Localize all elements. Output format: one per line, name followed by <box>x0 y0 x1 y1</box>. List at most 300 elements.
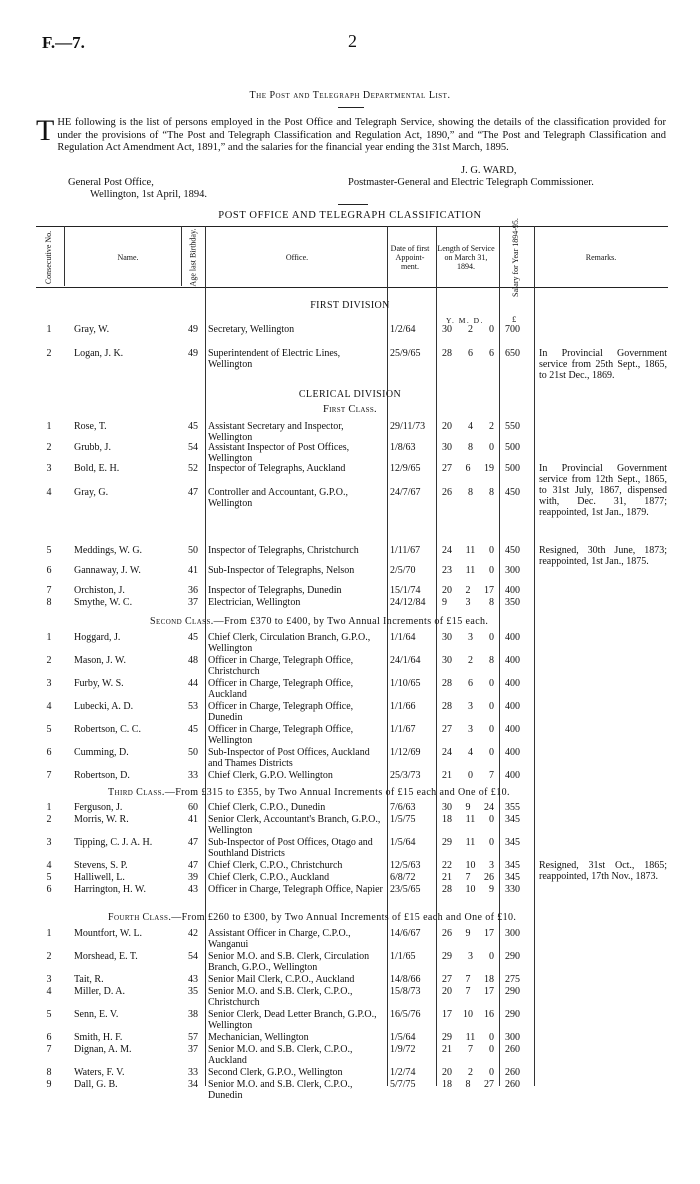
row-salary: 450 <box>505 545 520 556</box>
row-length-y: 28 <box>442 678 452 689</box>
row-number: 1 <box>46 802 52 813</box>
row-date: 24/12/84 <box>390 597 426 608</box>
row-salary: 355 <box>505 802 520 813</box>
row-number: 3 <box>46 837 52 848</box>
row-date: 1/2/74 <box>390 1067 416 1078</box>
section-first-class: First Class. <box>323 404 377 415</box>
signatory-title: Postmaster-General and Electric Telegraph Commissioner. <box>348 177 594 188</box>
row-length-y: 9 <box>442 597 447 608</box>
row-length-y: 18 <box>442 814 452 825</box>
row-length-y: 17 <box>442 1009 452 1020</box>
row-length-m: 0 <box>468 770 473 781</box>
row-length-y: 30 <box>442 655 452 666</box>
row-date: 2/5/70 <box>390 565 416 576</box>
row-name: Orchiston, J. <box>74 585 125 596</box>
row-date: 1/12/69 <box>390 747 421 758</box>
header-age: Age last Birthday. <box>188 228 198 286</box>
row-length-y: 20 <box>442 1067 452 1078</box>
row-length <box>442 951 494 962</box>
row-office: Sub-Inspector of Telegraphs, Nelson <box>208 565 355 576</box>
row-age: 47 <box>188 837 198 848</box>
row-age: 53 <box>188 701 198 712</box>
section-second-class <box>150 616 690 627</box>
row-length-y: 20 <box>442 986 452 997</box>
classification-title: POST OFFICE AND TELEGRAPH CLASSIFICATION <box>218 210 482 221</box>
row-length-d: 24 <box>484 802 494 813</box>
row-date: 23/5/65 <box>390 884 421 895</box>
row-length-y: 24 <box>442 747 452 758</box>
row-number: 2 <box>46 348 52 359</box>
row-number: 5 <box>46 872 52 883</box>
row-name: Furby, W. S. <box>74 678 124 689</box>
row-name: Gannaway, J. W. <box>74 565 141 576</box>
row-length-m: 8 <box>468 442 473 453</box>
row-office: Chief Clerk, C.P.O., Christchurch <box>208 860 343 871</box>
row-length-y: 28 <box>442 348 452 359</box>
row-name: Dall, G. B. <box>74 1079 118 1090</box>
row-date: 12/9/65 <box>390 463 421 474</box>
row-number: 2 <box>46 442 52 453</box>
row-date: 1/5/64 <box>390 1032 416 1043</box>
row-length-m: 9 <box>465 802 471 813</box>
row-length <box>442 565 494 576</box>
row-number: 4 <box>46 701 52 712</box>
row-age: 50 <box>188 545 198 556</box>
row-date: 12/5/63 <box>390 860 421 871</box>
row-length-m: 2 <box>468 324 473 335</box>
row-salary: 700 <box>505 324 520 335</box>
row-number: 3 <box>46 463 52 474</box>
row-length-m: 2 <box>468 1067 473 1078</box>
row-date: 1/5/75 <box>390 814 416 825</box>
row-office: Controller and Accountant, G.P.O., Wellington <box>208 487 348 509</box>
row-age: 57 <box>188 1032 198 1043</box>
row-length <box>442 545 494 556</box>
row-office: Senior Mail Clerk, C.P.O., Auckland <box>208 974 355 985</box>
row-length-y: 22 <box>442 860 452 871</box>
row-age: 49 <box>188 324 198 335</box>
row-length <box>442 701 494 712</box>
row-length-d: 17 <box>484 986 494 997</box>
row-date: 1/1/66 <box>390 701 416 712</box>
header-no: Consecutive No. <box>44 230 54 284</box>
row-salary: 300 <box>505 565 520 576</box>
row-length-d: 3 <box>489 860 494 871</box>
row-length-d: 0 <box>488 837 494 848</box>
header-salary: Salary for Year 1894-95. <box>510 217 520 297</box>
signatory-name: J. G. WARD, <box>461 165 517 176</box>
row-length <box>442 463 494 474</box>
row-office: Officer in Charge, Telegraph Office, Dunedin <box>208 701 354 723</box>
second-class-rule: —From £370 to £400, by Two Annual Increments of £15 each. <box>213 616 489 627</box>
row-number: 1 <box>46 928 52 939</box>
row-length-d: 27 <box>484 1079 494 1090</box>
row-name: Ferguson, J. <box>74 802 123 813</box>
place-line-1: General Post Office, <box>68 177 154 188</box>
row-length-d: 8 <box>489 655 494 666</box>
units-pound: £ <box>512 314 517 324</box>
row-length <box>442 324 494 335</box>
row-number: 1 <box>46 421 52 432</box>
row-age: 48 <box>188 655 198 666</box>
row-name: Harrington, H. W. <box>74 884 146 895</box>
row-age: 44 <box>188 678 198 689</box>
row-office: Officer in Charge, Telegraph Office, Wellington <box>208 724 354 746</box>
row-date: 5/7/75 <box>390 1079 416 1090</box>
row-length-y: 30 <box>442 632 452 643</box>
row-date: 15/1/74 <box>390 585 421 596</box>
row-salary: 345 <box>505 837 520 848</box>
row-length-m: 8 <box>465 1079 471 1090</box>
row-age: 45 <box>188 724 198 735</box>
row-office: Assistant Secretary and Inspector, Wellington <box>208 421 344 443</box>
units-ymd: Y. M. D. <box>446 316 484 325</box>
row-number: 6 <box>46 884 52 895</box>
row-age: 47 <box>188 860 198 871</box>
row-length-d: 17 <box>484 585 494 596</box>
row-salary: 260 <box>505 1079 520 1090</box>
row-length-m: 11 <box>465 1032 476 1043</box>
row-name: Lubecki, A. D. <box>74 701 134 712</box>
row-office: Assistant Officer in Charge, C.P.O., Wanganui <box>208 928 351 950</box>
row-length-y: 30 <box>442 442 452 453</box>
row-date: 14/8/66 <box>390 974 421 985</box>
row-date: 1/5/64 <box>390 837 416 848</box>
row-length-y: 27 <box>442 724 452 735</box>
row-name: Robertson, D. <box>74 770 130 781</box>
row-length-m: 6 <box>465 463 471 474</box>
row-name: Tipping, C. J. A. H. <box>74 837 153 848</box>
row-length-y: 21 <box>442 1044 452 1055</box>
row-date: 1/9/72 <box>390 1044 416 1055</box>
row-salary: 260 <box>505 1067 520 1078</box>
row-salary: 500 <box>505 463 520 474</box>
row-length-d: 0 <box>489 724 494 735</box>
row-office: Mechanician, Wellington <box>208 1032 309 1043</box>
row-length-m: 10 <box>463 1009 473 1020</box>
row-age: 43 <box>188 884 198 895</box>
row-length <box>442 814 494 825</box>
row-salary: 650 <box>505 348 520 359</box>
row-number: 1 <box>46 324 52 335</box>
row-salary: 350 <box>505 597 520 608</box>
row-age: 35 <box>188 986 198 997</box>
row-salary: 290 <box>505 1009 520 1020</box>
row-office: Officer in Charge, Telegraph Office, Auckland <box>208 678 354 700</box>
row-length <box>442 597 494 608</box>
row-length-m: 3 <box>468 724 473 735</box>
row-salary: 400 <box>505 655 520 666</box>
row-name: Dignan, A. M. <box>74 1044 132 1055</box>
row-length <box>442 724 494 735</box>
row-salary: 345 <box>505 860 520 871</box>
row-length-m: 4 <box>468 747 473 758</box>
row-length-d: 8 <box>489 597 494 608</box>
row-length <box>442 986 494 997</box>
third-class-label: Third Class. <box>108 787 165 798</box>
row-number: 7 <box>46 585 52 596</box>
row-office: Second Clerk, G.P.O., Wellington <box>208 1067 343 1078</box>
row-age: 37 <box>188 597 198 608</box>
row-length-d: 0 <box>489 324 494 335</box>
row-age: 45 <box>188 632 198 643</box>
row-office: Electrician, Wellington <box>208 597 301 608</box>
third-class-rule: —From £315 to £355, by Two Annual Increments of £15 each and One of £10. <box>164 787 510 798</box>
row-length-y: 20 <box>442 421 452 432</box>
row-length <box>442 860 494 871</box>
row-office: Sub-Inspector of Post Offices, Auckland and Thames Districts <box>208 747 370 769</box>
row-length-m: 4 <box>468 421 473 432</box>
row-length-y: 29 <box>442 1032 452 1043</box>
row-date: 1/8/63 <box>390 442 416 453</box>
row-length-m: 7 <box>465 974 471 985</box>
row-salary: 400 <box>505 701 520 712</box>
row-office: Inspector of Telegraphs, Auckland <box>208 463 346 474</box>
row-date: 7/6/63 <box>390 802 416 813</box>
row-office: Senior M.O. and S.B. Clerk, Circulation Branch, G.P.O., Wellington <box>208 951 370 973</box>
row-length-d: 0 <box>489 442 494 453</box>
row-age: 54 <box>188 442 198 453</box>
row-salary: 290 <box>505 951 520 962</box>
table-header <box>36 217 668 297</box>
row-length <box>442 747 494 758</box>
row-number: 7 <box>46 770 52 781</box>
row-age: 45 <box>188 421 198 432</box>
row-length-y: 28 <box>442 701 452 712</box>
page-number: 2 <box>348 31 357 51</box>
intro-text: HE following is the list of persons employed in the Post Office and Telegraph Service, showing the details of the classification provided for under the provisions of “The Post and Telegraph Classification and Regulation Act, 1890,” and “The Post and Telegraph Classification and Regulation Act Amendment Act, 1891,” and the salaries for the financial year ending the 31st March, 1895. <box>57 117 666 153</box>
row-length-d: 0 <box>489 1044 494 1055</box>
row-name: Mountfort, W. L. <box>74 928 143 939</box>
row-number: 9 <box>46 1079 52 1090</box>
row-salary: 400 <box>505 747 520 758</box>
row-salary: 300 <box>505 928 520 939</box>
row-length-m: 8 <box>468 487 473 498</box>
row-number: 4 <box>46 860 52 871</box>
row-length-y: 27 <box>442 974 452 985</box>
row-length <box>442 442 494 453</box>
row-number: 5 <box>46 1009 52 1020</box>
row-length-d: 9 <box>489 884 494 895</box>
row-remarks: In Provincial Government service from 25th Sept., 1865, to 21st Dec., 1869. <box>539 348 667 381</box>
row-length-d: 0 <box>489 747 494 758</box>
row-date: 16/5/76 <box>390 1009 421 1020</box>
row-date: 1/1/64 <box>390 632 416 643</box>
row-age: 36 <box>188 585 198 596</box>
row-length-y: 26 <box>442 928 452 939</box>
row-office: Senior Clerk, Accountant's Branch, G.P.O., Wellington <box>208 814 381 836</box>
row-salary: 400 <box>505 632 520 643</box>
row-age: 54 <box>188 951 198 962</box>
row-name: Gray, W. <box>74 324 110 335</box>
section-third-class <box>108 787 688 798</box>
row-office: Senior Clerk, Dead Letter Branch, G.P.O., Wellington <box>208 1009 377 1031</box>
row-name: Robertson, C. C. <box>74 724 141 735</box>
row-name: Senn, E. V. <box>74 1009 119 1020</box>
row-length-y: 30 <box>442 802 452 813</box>
row-office: Chief Clerk, C.P.O., Dunedin <box>208 802 326 813</box>
row-length <box>442 632 494 643</box>
row-length <box>442 421 494 432</box>
row-age: 34 <box>188 1079 198 1090</box>
section-clerical-division: CLERICAL DIVISION <box>298 389 402 400</box>
row-salary: 400 <box>505 678 520 689</box>
row-name: Tait, R. <box>74 974 104 985</box>
row-length-d: 19 <box>484 463 494 474</box>
row-age: 47 <box>188 487 198 498</box>
row-length-m: 11 <box>465 545 476 556</box>
row-length-m: 2 <box>468 655 473 666</box>
row-length-m: 9 <box>465 928 471 939</box>
row-office: Chief Clerk, G.P.O. Wellington <box>208 770 333 781</box>
row-name: Halliwell, L. <box>74 872 125 883</box>
row-date: 25/9/65 <box>390 348 421 359</box>
row-length <box>442 348 494 359</box>
row-length-m: 7 <box>468 1044 473 1055</box>
intro-paragraph <box>36 114 666 155</box>
header-length: Length of Service on March 31, 1894. <box>437 243 495 271</box>
row-length-d: 0 <box>489 701 494 712</box>
row-length-d: 7 <box>489 770 494 781</box>
row-length <box>442 655 494 666</box>
row-salary: 330 <box>505 884 520 895</box>
row-length-y: 24 <box>442 545 452 556</box>
row-length <box>442 487 494 498</box>
row-office: Chief Clerk, C.P.O., Auckland <box>208 872 330 883</box>
row-office: Officer in Charge, Telegraph Office, Christchurch <box>208 655 354 677</box>
row-office: Officer in Charge, Telegraph Office, Napier <box>208 884 383 895</box>
row-length-d: 16 <box>484 1009 494 1020</box>
row-length <box>442 678 494 689</box>
row-age: 60 <box>188 802 198 813</box>
row-length-m: 2 <box>465 585 471 596</box>
row-number: 7 <box>46 1044 52 1055</box>
row-name: Meddings, W. G. <box>74 545 143 556</box>
row-length-m: 3 <box>465 597 471 608</box>
row-salary: 275 <box>505 974 520 985</box>
drop-cap: T <box>36 114 55 147</box>
row-name: Miller, D. A. <box>74 986 125 997</box>
row-length-m: 10 <box>465 884 476 895</box>
title-rule <box>338 107 364 108</box>
row-length <box>442 585 494 596</box>
row-length-y: 21 <box>442 872 452 883</box>
row-length-d: 8 <box>489 487 494 498</box>
row-salary: 345 <box>505 814 520 825</box>
row-length <box>442 1009 494 1020</box>
row-age: 43 <box>188 974 198 985</box>
row-office: Inspector of Telegraphs, Dunedin <box>208 585 342 596</box>
row-name: Stevens, S. P. <box>74 860 128 871</box>
row-number: 2 <box>46 655 52 666</box>
row-age: 33 <box>188 770 198 781</box>
signature-rule <box>338 204 368 205</box>
row-number: 8 <box>46 1067 52 1078</box>
row-number: 6 <box>46 565 52 576</box>
section-first-division: FIRST DIVISION <box>310 300 390 311</box>
row-length <box>442 1067 494 1078</box>
row-length-y: 27 <box>442 463 452 474</box>
row-salary: 300 <box>505 1032 520 1043</box>
row-number: 4 <box>46 487 52 498</box>
row-length-d: 6 <box>489 348 494 359</box>
row-salary: 450 <box>505 487 520 498</box>
row-length-m: 11 <box>465 814 476 825</box>
row-name: Cumming, D. <box>74 747 129 758</box>
row-number: 6 <box>46 1032 52 1043</box>
row-length-d: 0 <box>488 1032 494 1043</box>
row-office: Assistant Inspector of Post Offices, Wellington <box>208 442 350 464</box>
row-length-m: 6 <box>468 678 473 689</box>
row-length-m: 7 <box>465 986 471 997</box>
page-title: The Post and Telegraph Departmental List. <box>249 90 451 101</box>
row-length-d: 0 <box>488 545 494 556</box>
row-remarks: Resigned, 30th June, 1873; reappointed, 1st Jan., 1875. <box>539 545 667 567</box>
row-length-m: 11 <box>465 837 476 848</box>
row-length <box>442 872 494 883</box>
row-name: Mason, J. W. <box>74 655 126 666</box>
row-remarks: In Provincial Government service from 12th Sept., 1865, to 31st July, 1867, dispensed with, Dec. 31, 1877; reappointed, 1st Jan., 1879. <box>539 463 667 518</box>
row-name: Waters, F. V. <box>74 1067 125 1078</box>
section-fourth-class <box>108 912 688 923</box>
row-length-m: 11 <box>465 565 476 576</box>
row-name: Morris, W. R. <box>74 814 129 825</box>
row-office: Senior M.O. and S.B. Clerk, C.P.O., Dunedin <box>208 1079 353 1101</box>
header-name: Name. <box>117 252 139 262</box>
row-length-y: 23 <box>442 565 452 576</box>
row-name: Hoggard, J. <box>74 632 121 643</box>
row-name: Morshead, E. T. <box>74 951 138 962</box>
row-salary: 550 <box>505 421 520 432</box>
row-name: Gray, G. <box>74 487 109 498</box>
row-length-d: 0 <box>489 678 494 689</box>
row-length <box>442 928 494 939</box>
header-office: Office. <box>285 252 309 262</box>
row-date: 14/6/67 <box>390 928 421 939</box>
row-length-d: 0 <box>488 814 494 825</box>
row-number: 5 <box>46 545 52 556</box>
row-office: Senior M.O. and S.B. Clerk, C.P.O., Auckland <box>208 1044 353 1066</box>
row-length-m: 7 <box>465 872 471 883</box>
row-salary: 260 <box>505 1044 520 1055</box>
row-length-y: 26 <box>442 487 452 498</box>
row-length-d: 17 <box>484 928 494 939</box>
row-length-m: 3 <box>468 951 473 962</box>
row-age: 33 <box>188 1067 198 1078</box>
row-date: 1/11/67 <box>390 545 421 556</box>
row-office: Inspector of Telegraphs, Christchurch <box>208 545 359 556</box>
row-number: 4 <box>46 986 52 997</box>
row-number: 5 <box>46 724 52 735</box>
row-remarks: Resigned, 31st Oct., 1865; reappointed, 17th Nov., 1873. <box>539 860 667 882</box>
row-salary: 345 <box>505 872 520 883</box>
row-length-y: 18 <box>442 1079 452 1090</box>
row-length-m: 3 <box>468 632 473 643</box>
row-length <box>442 884 494 895</box>
row-name: Logan, J. K. <box>74 348 124 359</box>
row-age: 49 <box>188 348 198 359</box>
row-name: Smith, H. F. <box>74 1032 123 1043</box>
row-length-d: 18 <box>484 974 494 985</box>
row-office: Senior M.O. and S.B. Clerk, C.P.O., Christchurch <box>208 986 353 1008</box>
row-length-d: 0 <box>489 951 494 962</box>
row-length-y: 28 <box>442 884 452 895</box>
row-length <box>442 802 494 813</box>
row-date: 6/8/72 <box>390 872 416 883</box>
row-number: 2 <box>46 951 52 962</box>
row-length-d: 0 <box>489 632 494 643</box>
row-number: 8 <box>46 597 52 608</box>
